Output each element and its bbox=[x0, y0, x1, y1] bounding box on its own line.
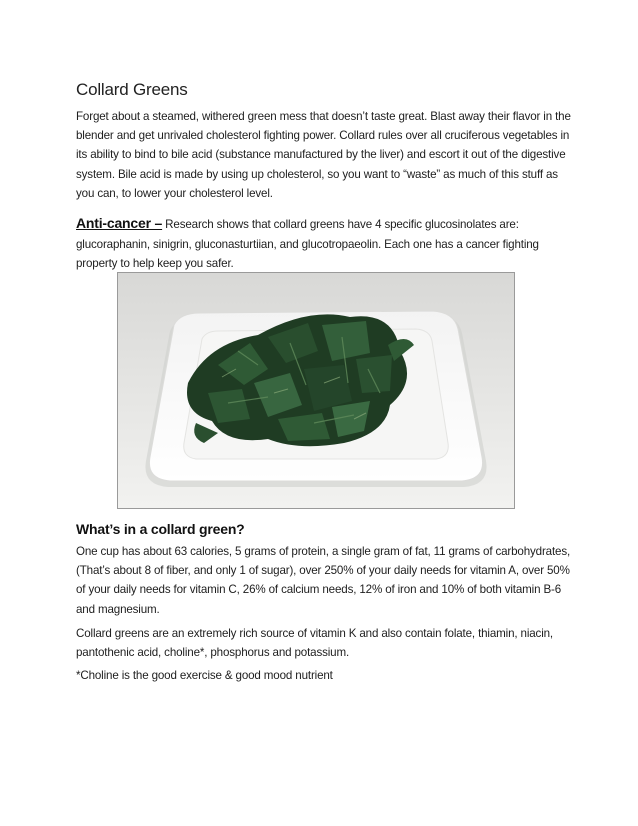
article-title: Collard Greens bbox=[76, 80, 188, 99]
intro-paragraph: Forget about a steamed, withered green mess that doesn’t taste great. Blast away their flavor in the blender and get unrivaled cholesterol fighting power. Collard rules over all cruciferous vegetables in its ability to bind to bile acid (substance manufactured by the liver) and escort it out of the digestive system. Bile acid is made by using up cholesterol, so you want to “waste” as much of this stuff as you can, to lower your cholesterol level. bbox=[76, 110, 571, 200]
section-heading: What’s in a collard green? bbox=[76, 521, 245, 537]
vitamins-paragraph: Collard greens are an extremely rich source of vitamin K and also contain folate, thiamin, niacin, pantothenic acid, choline*, phosphorus and potassium. bbox=[76, 627, 553, 660]
anti-cancer-label: Anti-cancer – bbox=[76, 215, 163, 231]
footnote: *Choline is the good exercise & good mood nutrient bbox=[76, 669, 333, 682]
nutrition-paragraph: One cup has about 63 calories, 5 grams of protein, a single gram of fat, 11 grams of carbohydrates, (That’s about 8 of fiber, and only 1 of sugar), over 250% of your daily needs for vitamin A, over 50% of your daily needs for vitamin C, 26% of calcium needs, 12% of iron and 10% of both vitamin B-6 and magnesium. bbox=[76, 545, 571, 616]
anti-cancer-paragraph bbox=[76, 214, 574, 274]
collard-greens-plate-image bbox=[118, 273, 514, 508]
collard-greens-photo bbox=[117, 272, 515, 509]
anti-cancer-text: Research shows that collard greens have 4 specific glucosinolates are: glucoraphanin, sinigrin, gluconasturtiian, and glucotropaeolin. Each one has a cancer fighting property to help keep you safer. bbox=[76, 218, 539, 271]
